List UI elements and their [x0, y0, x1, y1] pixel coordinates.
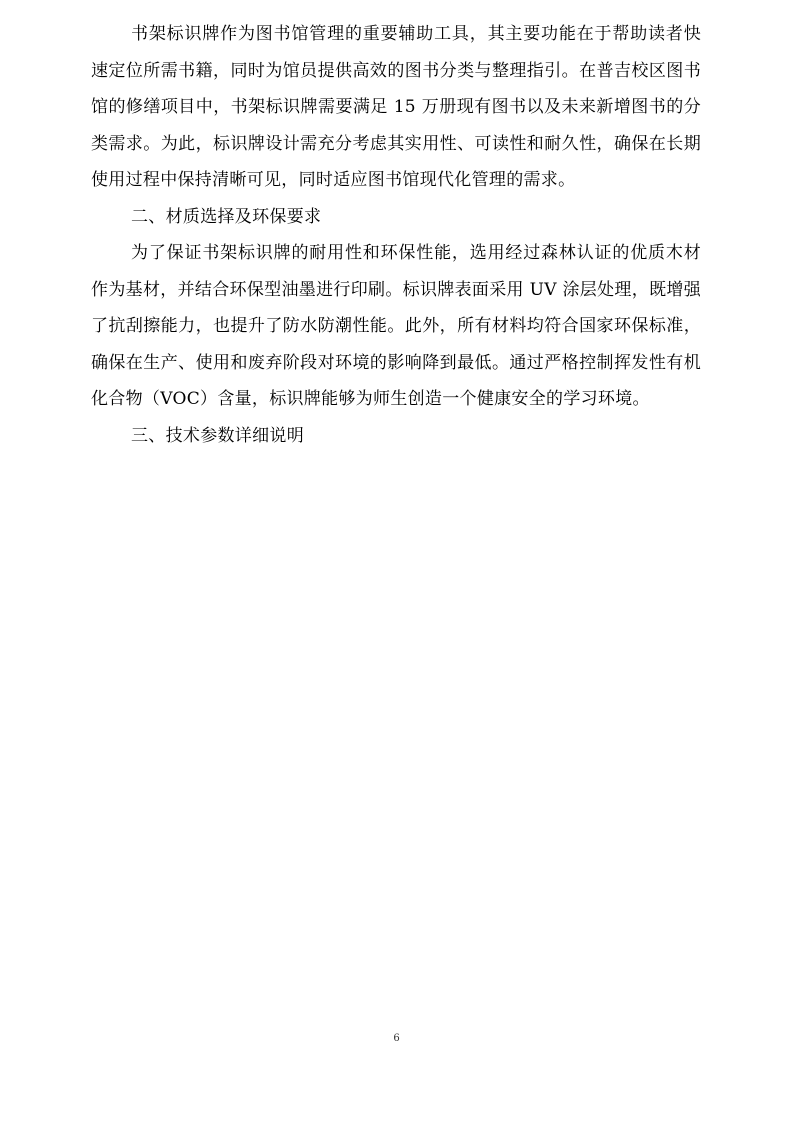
section-heading-technical-parameters: 三、技术参数详细说明	[131, 425, 304, 446]
document-body	[91, 16, 701, 454]
section-heading-materials: 二、材质选择及环保要求	[131, 206, 322, 227]
paragraph-materials: 为了保证书架标识牌的耐用性和环保性能，选用经过森林认证的优质木材作为基材，并结合环保型油墨进行印刷。标识牌表面采用 UV 涂层处理，既增强了抗刮擦能力，也提升了防水防潮性能。此外，所有材料均符合国家环保标准，确保在生产、使用和废弃阶段对环境的影响降到最低。通过严格控制挥发性有机化合物（VOC）含量，标识牌能够为师生创造一个健康安全的学习环境。	[91, 243, 701, 409]
paragraph-intro: 书架标识牌作为图书馆管理的重要辅助工具，其主要功能在于帮助读者快速定位所需书籍，同时为馆员提供高效的图书分类与整理指引。在普吉校区图书馆的修缮项目中，书架标识牌需要满足 15 万册现有图书以及未来新增图书的分类需求。为此，标识牌设计需充分考虑其实用性、可读性和耐久性，确保在长期使用过程中保持清晰可见，同时适应图书馆现代化管理的需求。	[91, 24, 701, 190]
page-number: 6	[393, 1033, 400, 1044]
